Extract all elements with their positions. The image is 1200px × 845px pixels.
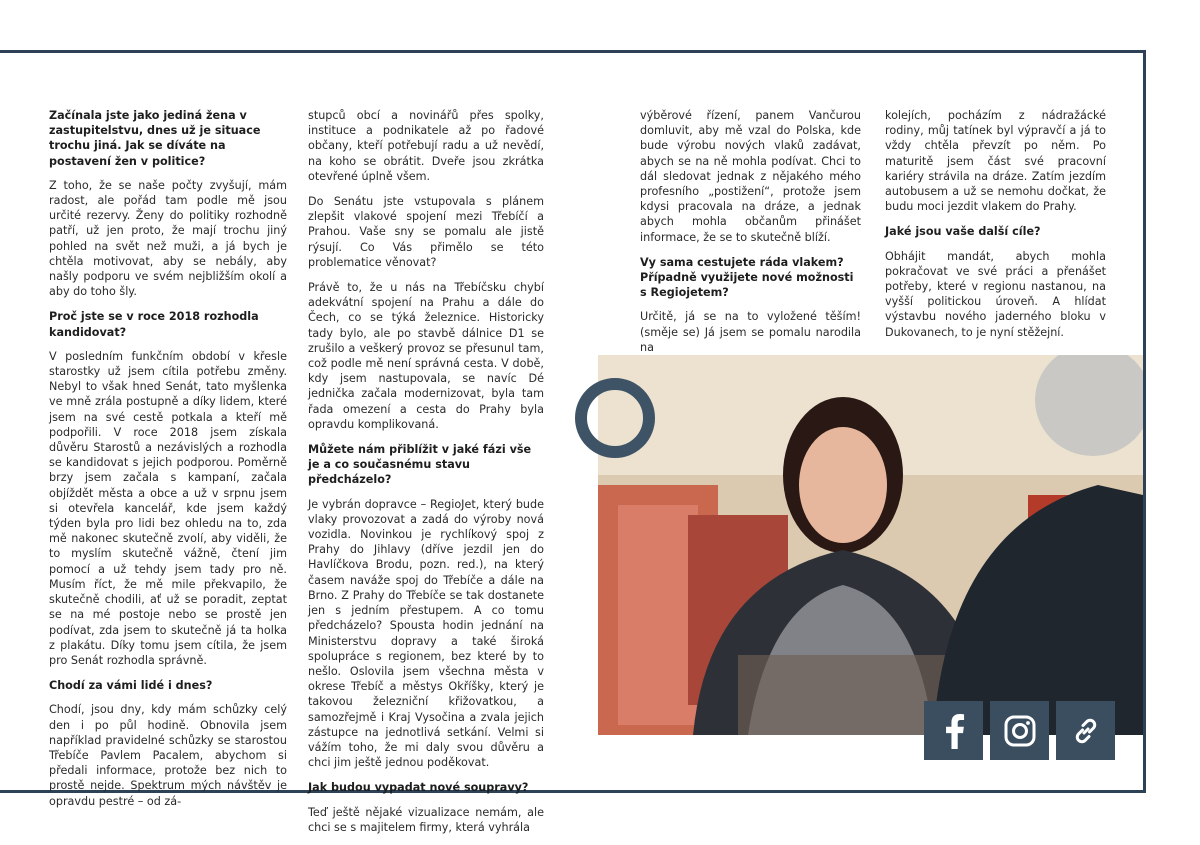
- answer-paragraph: Obhájit mandát, abych mohla pokračovat ve své práci a přenášet potřeby, které v regionu nastanou, na vyšší politickou úroveň. A hlídat výstavbu nového jaderného bloku v Dukovanech, to je nyní stěžejní.: [885, 249, 1106, 339]
- answer-paragraph: Je vybrán dopravce – RegioJet, který bude vlaky provozovat a zadá do výroby nová vozidla. Novinkou je rychlíkový spoj z Prahy do Jihlavy (dříve jezdil jen do Havlíčkova Brodu, pozn. red.), na který časem naváže spoj do Třebíče a dále na Brno. Z Prahy do Třebíče se tak dostanete jen s jedním přestupem. A co tomu předcházelo? Spousta hodin jednání na Ministerstvu dopravy a také široká spolupráce s regionem, bez které by to nešlo. Oslovila jsem všechna města v okrese Třebíč a městys Okříšky, který je takovou železniční křižovatkou, a samozřejmě i Kraj Vysočina a zvala jejich zástupce na jednotlivá setkání. Velmi si vážím toho, že mi daly svou důvěru a chci jim ještě jednou poděkovat.: [308, 497, 544, 770]
- instagram-icon: [1003, 714, 1037, 748]
- link-icon: [1070, 715, 1102, 747]
- answer-paragraph: Určitě, já se na to vyložené těším! (směje se) Já jsem se pomalu narodila na: [640, 310, 861, 354]
- article-column-4: [885, 108, 1106, 350]
- frame-right-border: [1143, 50, 1146, 793]
- answer-paragraph: Z toho, že se naše počty zvyšují, mám radost, ale pořád tam podle mě jsou určité rezervy. Ženy do politiky rozhodně patří, už jen proto, že mají trochu jiný pohled na svět než muži, a já bych je chtěla motivovat, aby se nebály, aby našly podporu ve svém nejbližším okolí a aby do toho šly.: [49, 178, 287, 299]
- photo-illustration: [598, 355, 1143, 735]
- answer-paragraph: kolejích, pocházím z nádražácké rodiny, můj tatínek byl výpravčí a já to vždy chtěla převzít po něm. Po maturitě jsem část své pracovní kariéry strávila na dráze. Zatím jezdím autobusem a už se nemohu dočkat, že budu moci jezdit vlakem do Prahy.: [885, 109, 1106, 214]
- question-heading: Chodí za vámi lidé i dnes?: [49, 679, 213, 693]
- question-heading: Jak budou vypadat nové soupravy?: [308, 781, 529, 795]
- link-button[interactable]: [1056, 701, 1115, 760]
- question-heading: Proč jste se v roce 2018 rozhodla kandidovat?: [49, 310, 259, 339]
- answer-paragraph: Právě to, že u nás na Třebíčsku chybí adekvátní spojení na Prahu a dále do Čech, co se týká železnice. Historicky tady bylo, ale po stavbě dálnice D1 se zrušilo a veškerý provoz se přesunul tam, což podle mě není správná cesta. V době, kdy jsem nastupovala, se navíc Dé jednička začala modernizovat, byla tam řada omezení a cesta do Prahy byla opravdu komplikovaná.: [308, 281, 544, 431]
- answer-paragraph: Teď ještě nějaké vizualizace nemám, ale chci se s majitelem firmy, která vyhrála: [308, 805, 544, 834]
- question-heading: Jaké jsou vaše další cíle?: [885, 225, 1041, 239]
- facebook-icon: [941, 713, 967, 749]
- article-column-1: [49, 108, 287, 819]
- answer-paragraph: výběrové řízení, panem Vančurou domluvit, aby mě vzal do Polska, kde bude výrobu nových vlaků zadávat, abych se na ně mohla podívat. Chci to dál sledovat jednak z nějakého mého profesního „postižení“, protože jsem kdysi pracovala na dráze, a jednak abych mohla občanům přinášet informace, že se to skutečně blíží.: [640, 109, 861, 244]
- article-column-2: [308, 108, 544, 845]
- question-heading: Můžete nám přiblížit v jaké fázi vše je a co současnému stavu předcházelo?: [308, 443, 532, 487]
- frame-top-border: [0, 50, 1146, 53]
- answer-paragraph: Chodí, jsou dny, kdy mám schůzky celý den i po půl hodině. Obnovila jsem například pravidelné schůzky se starostou Třebíče Pavlem Pacalem, abychom si předali informace, protože bez nich to prostě nejde. Spektrum mých návštěv je opravdu pestré – od zá-: [49, 703, 287, 808]
- facebook-button[interactable]: [924, 701, 983, 760]
- answer-paragraph: V posledním funkčním období v křesle starostky už jsem cítila potřebu změny. Nebyl to však hned Senát, tato myšlenka ve mně zrála postupně a díky lidem, které jsem na své cestě potkala a kteří mě podpořili. V roce 2018 jsem získala důvěru Starostů a nezávislých a rozhodla se kandidovat s jejich podporou. Poměrně brzy jsem začala s kampaní, začala objíždět města a obce a už v srpnu jsem si otevřela kancelář, kde jsem každý týden byla pro lidi bez ohledu na to, zda mě nakonec skutečně zvolí, aby viděli, že to myslím skutečně vážně, čtení jim pomocí a už tehdy jsem tady pro ně. Musím říct, že mě mile překvapilo, že skutečně chodili, ať už se poradit, zeptat se na mé postoje nebo se prostě jen podívat, zda jsem to skutečně já ta holka z plakátu. Díky tomu jsem cítila, že jsem pro Senát rozhodla správně.: [49, 349, 287, 667]
- answer-paragraph: stupců obcí a novinářů přes spolky, instituce a podnikatele až po řadové občany, kteří potřebují radu a už nevědí, na koho se obrátit. Dveře jsou zkrátka otevřené úplně všem.: [308, 109, 544, 183]
- question-heading: Začínala jste jako jediná žena v zastupitelstvu, dnes už je situace trochu jiná. Jak se díváte na postavení žen v politice?: [49, 109, 261, 168]
- article-column-3: [640, 108, 861, 365]
- decorative-ring: [575, 378, 655, 458]
- question-heading: Vy sama cestujete ráda vlakem? Případně využijete nové možnosti s Regiojetem?: [640, 255, 854, 300]
- portrait-photo: [598, 355, 1143, 735]
- answer-paragraph: Do Senátu jste vstupovala s plánem zlepšit vlakové spojení mezi Třebíčí a Prahou. Vaše sny se pomalu ale jistě rýsují. Co Vás přimělo se této problematice věnovat?: [308, 195, 544, 269]
- instagram-button[interactable]: [990, 701, 1049, 760]
